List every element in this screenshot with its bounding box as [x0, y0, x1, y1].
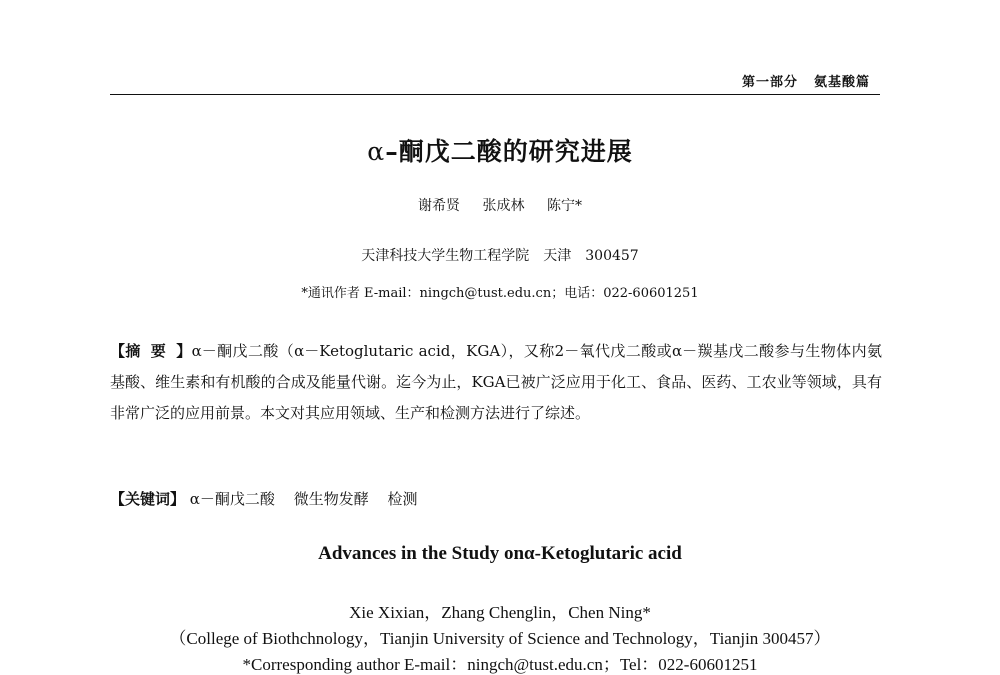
- title-text: –酮戊二酸的研究进展: [385, 137, 633, 166]
- header-rule: [110, 94, 880, 95]
- author-name: 谢希贤: [418, 198, 461, 214]
- affiliation-postcode: 300457: [585, 248, 639, 264]
- author-name: 张成林: [482, 198, 525, 214]
- header-part: 第一部分: [741, 75, 798, 90]
- affiliation-institution: 天津科技大学生物工程学院: [361, 248, 530, 264]
- english-affiliation: （College of Biothchnology，Tianjin University of Science and Technology，Tianjin 300457）: [169, 629, 831, 648]
- english-contact: *Corresponding author E-mail：ningch@tust.edu.cn；Tel：022-60601251: [242, 655, 758, 674]
- english-title: Advances in the Study onα-Ketoglutaric acid: [318, 543, 682, 564]
- keyword-item: 微生物发酵: [293, 490, 369, 508]
- abstract-text: α－酮戊二酸（α－Ketoglutaric acid，KGA），又称2－氧代戊二酸或α－羰基戊二酸参与生物体内氨基酸、维生素和有机酸的合成及能量代谢。迄今为止，KGA已被广泛应用于化工、食品、医药、工农业等领域，具有非常广泛的应用前景。本文对其应用领域、生产和检测方法进行了综述。: [110, 342, 882, 422]
- contact-line: *通讯作者 E-mail：ningch@tust.edu.cn；电话：022-60601251: [301, 286, 699, 301]
- title-alpha: α: [367, 137, 386, 166]
- abstract-bracket-close: 】: [176, 342, 192, 360]
- affiliation: [0, 245, 1000, 265]
- affiliation-city: 天津: [543, 248, 572, 264]
- keywords: [110, 484, 882, 515]
- abstract-label: 摘要: [125, 342, 177, 360]
- abstract: [110, 336, 882, 429]
- english-authors: Xie Xixian，Zhang Chenglin，Chen Ning*: [349, 603, 651, 622]
- header-section-name: 氨基酸篇: [813, 75, 870, 90]
- running-header: [726, 71, 870, 90]
- keywords-label: 【关键词】: [110, 490, 186, 508]
- keyword-item: α－酮戊二酸: [189, 490, 275, 508]
- abstract-bracket-open: 【: [110, 342, 126, 360]
- paper-title: [0, 132, 1000, 168]
- author-list: [0, 195, 1000, 215]
- keyword-item: 检测: [387, 490, 418, 508]
- author-name: 陈宁*: [546, 198, 582, 214]
